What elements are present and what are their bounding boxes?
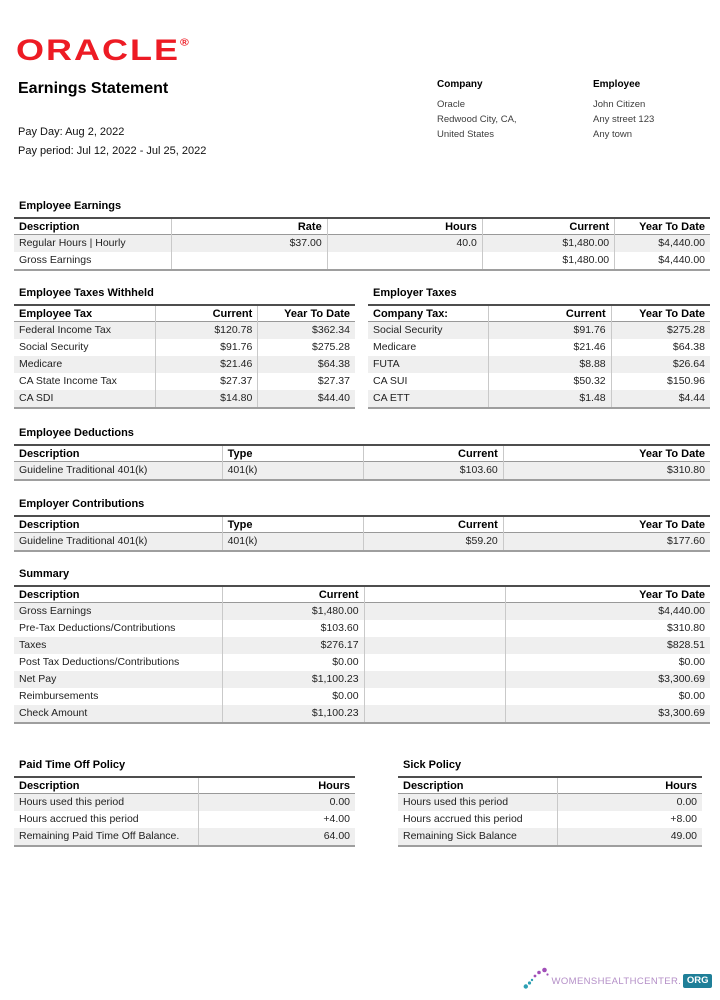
data-cell: $50.32 [488, 373, 611, 390]
data-cell: $91.76 [488, 322, 611, 340]
table-header-row [14, 305, 355, 322]
data-cell: Gross Earnings [19, 605, 92, 617]
table-row [368, 373, 710, 390]
data-cell: $1,100.23 [223, 671, 364, 688]
table-row [14, 462, 710, 481]
header-cell: Hours [558, 777, 702, 794]
data-cell: Net Pay [19, 673, 57, 685]
pay-day-line: Pay Day: Aug 2, 2022 [18, 126, 125, 138]
data-cell [364, 654, 505, 671]
table-header-row [14, 516, 710, 533]
header-cell: Description [19, 589, 80, 601]
employer-taxes-table [368, 304, 710, 409]
table-header-row [14, 777, 355, 794]
header-cell: Type [222, 445, 363, 462]
pay-period-line: Pay period: Jul 12, 2022 - Jul 25, 2022 [18, 145, 207, 157]
data-cell: $8.88 [488, 356, 611, 373]
data-cell [364, 637, 505, 654]
footer-site-mark [523, 966, 712, 996]
footer-site-name: WOMENSHEALTHCENTER. [551, 975, 682, 987]
header-cell: Current [363, 516, 503, 533]
section-title-employee-earnings: Employee Earnings [19, 200, 122, 212]
data-cell: $59.20 [363, 533, 503, 552]
data-cell: $0.00 [223, 654, 364, 671]
header-cell: Current [156, 305, 258, 322]
table-row [14, 235, 710, 253]
header-cell: Description [403, 780, 464, 792]
company-info-block [437, 79, 517, 142]
data-cell: $21.46 [488, 339, 611, 356]
header-cell: Year To Date [503, 516, 710, 533]
data-cell: $362.34 [258, 322, 355, 340]
table-row [14, 654, 710, 671]
table [14, 585, 710, 724]
section-title-pto-policy: Paid Time Off Policy [19, 759, 126, 771]
data-cell: Regular Hours | Hourly [19, 237, 126, 249]
data-cell: FUTA [373, 358, 400, 370]
table [14, 444, 710, 481]
table-row [14, 811, 355, 828]
employee-earnings-table [14, 217, 710, 271]
data-cell: Pre-Tax Deductions/Contributions [19, 622, 176, 634]
data-cell: Federal Income Tax [19, 324, 112, 336]
data-cell: $64.38 [258, 356, 355, 373]
header-cell: Year To Date [503, 445, 710, 462]
data-cell: $64.38 [611, 339, 710, 356]
table-row [368, 356, 710, 373]
data-cell: $27.37 [258, 373, 355, 390]
data-cell: Guideline Traditional 401(k) [19, 464, 148, 476]
table-row [398, 828, 702, 846]
header-cell: Year To Date [505, 586, 710, 603]
data-cell [364, 603, 505, 621]
data-cell: 401(k) [222, 533, 363, 552]
data-cell: Hours used this period [19, 796, 125, 808]
header-cell: Company Tax: [373, 308, 448, 320]
employee-street: Any street 123 [593, 114, 655, 125]
employer-contributions-table [14, 515, 710, 552]
data-cell: Guideline Traditional 401(k) [19, 535, 148, 547]
data-cell: $0.00 [223, 688, 364, 705]
section-pto-policy [14, 759, 355, 847]
data-cell: Social Security [373, 324, 443, 336]
data-cell: $4,440.00 [505, 603, 710, 621]
employee-label: Employee [593, 79, 641, 90]
company-city: Redwood City, CA, [437, 114, 517, 125]
data-cell: $0.00 [505, 688, 710, 705]
table-row [14, 356, 355, 373]
employee-deductions-table [14, 444, 710, 481]
data-cell: Remaining Sick Balance [403, 830, 517, 842]
data-cell [172, 252, 327, 270]
data-cell: $26.64 [611, 356, 710, 373]
table-row [368, 390, 710, 408]
table-row [14, 637, 710, 654]
section-employee-earnings [14, 200, 710, 271]
data-cell: +4.00 [198, 811, 355, 828]
data-cell: Post Tax Deductions/Contributions [19, 656, 180, 668]
section-summary [14, 568, 710, 724]
data-cell [364, 620, 505, 637]
data-cell: $44.40 [258, 390, 355, 408]
oracle-logo [16, 33, 189, 67]
data-cell: Check Amount [19, 707, 88, 719]
company-country: United States [437, 129, 495, 140]
company-name: Oracle [437, 99, 465, 110]
table-row [14, 688, 710, 705]
data-cell: $177.60 [503, 533, 710, 552]
data-cell: 0.00 [198, 794, 355, 812]
table [14, 515, 710, 552]
table-row [14, 533, 710, 552]
header-cell: Year To Date [615, 218, 710, 235]
footer-org-badge: ORG [683, 974, 712, 989]
section-employee-deductions [14, 427, 710, 481]
data-cell: Medicare [19, 358, 63, 370]
table-header-row [368, 305, 710, 322]
data-cell: Reimbursements [19, 690, 99, 702]
data-cell: 0.00 [558, 794, 702, 812]
data-cell: 401(k) [222, 462, 363, 481]
data-cell: $4.44 [611, 390, 710, 408]
header-cell: Current [488, 305, 611, 322]
data-cell: Social Security [19, 341, 89, 353]
table-row [14, 794, 355, 812]
sick-policy-table [398, 776, 702, 847]
data-cell [364, 705, 505, 723]
data-cell: $103.60 [223, 620, 364, 637]
data-cell: $3,300.69 [505, 671, 710, 688]
section-title-employee-taxes: Employee Taxes Withheld [19, 287, 154, 299]
header-cell: Description [19, 780, 80, 792]
table [368, 304, 710, 409]
header-cell: Current [223, 586, 364, 603]
table-row [14, 603, 710, 621]
data-cell: Remaining Paid Time Off Balance. [19, 830, 180, 842]
header-cell: Rate [172, 218, 327, 235]
data-cell: $21.46 [156, 356, 258, 373]
employee-taxes-table [14, 304, 355, 409]
data-cell: 40.0 [327, 235, 482, 253]
header-cell: Current [363, 445, 503, 462]
table-row [14, 339, 355, 356]
table-header-row [398, 777, 702, 794]
table-row [14, 390, 355, 408]
table-header-row [14, 445, 710, 462]
company-label: Company [437, 79, 483, 90]
table-row [398, 811, 702, 828]
table [398, 776, 702, 847]
data-cell: $275.28 [611, 322, 710, 340]
data-cell: $1,480.00 [482, 252, 614, 270]
data-cell: $4,440.00 [615, 235, 710, 253]
section-title-summary: Summary [19, 568, 70, 580]
table-row [14, 322, 355, 340]
employee-info-block [593, 79, 654, 142]
data-cell: $1,100.23 [223, 705, 364, 723]
data-cell: $103.60 [363, 462, 503, 481]
header-cell: Year To Date [611, 305, 710, 322]
table [14, 776, 355, 847]
header-cell: Description [19, 448, 80, 460]
data-cell: $1.48 [488, 390, 611, 408]
data-cell: $14.80 [156, 390, 258, 408]
data-cell: $310.80 [503, 462, 710, 481]
data-cell: 49.00 [558, 828, 702, 846]
page-title: Earnings Statement [18, 80, 169, 97]
table-row [14, 620, 710, 637]
table-row [398, 794, 702, 812]
data-cell: Medicare [373, 341, 417, 353]
table-row [14, 373, 355, 390]
data-cell [327, 252, 482, 270]
oracle-logo-text: ORACLE [16, 33, 180, 67]
table-row [14, 252, 710, 270]
section-title-sick-policy: Sick Policy [403, 759, 462, 771]
data-cell: $275.28 [258, 339, 355, 356]
header-cell: Description [19, 221, 80, 233]
table-row [368, 339, 710, 356]
data-cell: $3,300.69 [505, 705, 710, 723]
data-cell: $91.76 [156, 339, 258, 356]
header-cell: Year To Date [258, 305, 355, 322]
data-cell [364, 671, 505, 688]
header-cell: Type [222, 516, 363, 533]
header-cell [364, 586, 505, 603]
table-header-row [14, 218, 710, 235]
data-cell: $37.00 [172, 235, 327, 253]
data-cell: Gross Earnings [19, 254, 92, 266]
data-cell: Hours accrued this period [403, 813, 523, 825]
data-cell: CA SDI [19, 392, 54, 404]
data-cell: Hours used this period [403, 796, 509, 808]
employee-name: John Citizen [593, 99, 646, 110]
table-row [368, 322, 710, 340]
section-employer-contributions [14, 498, 710, 552]
table-row [14, 828, 355, 846]
data-cell: Hours accrued this period [19, 813, 139, 825]
data-cell: $150.96 [611, 373, 710, 390]
data-cell: CA State Income Tax [19, 375, 117, 387]
summary-table [14, 585, 710, 724]
pto-policy-table [14, 776, 355, 847]
employee-town: Any town [593, 129, 633, 140]
header-cell: Description [19, 519, 80, 531]
table-row [14, 705, 710, 723]
section-employee-taxes [14, 287, 355, 409]
data-cell: $120.78 [156, 322, 258, 340]
data-cell: $0.00 [505, 654, 710, 671]
data-cell [364, 688, 505, 705]
data-cell: $27.37 [156, 373, 258, 390]
data-cell: $828.51 [505, 637, 710, 654]
section-title-employee-deductions: Employee Deductions [19, 427, 134, 439]
data-cell: +8.00 [558, 811, 702, 828]
data-cell: $1,480.00 [482, 235, 614, 253]
header-cell: Hours [198, 777, 355, 794]
header-cell: Employee Tax [19, 308, 93, 320]
table-row [14, 671, 710, 688]
table-header-row [14, 586, 710, 603]
registered-trademark-icon: ® [180, 36, 189, 48]
header-cell: Current [482, 218, 614, 235]
section-title-employer-contributions: Employer Contributions [19, 498, 145, 510]
data-cell: 64.00 [198, 828, 355, 846]
table [14, 304, 355, 409]
data-cell: CA SUI [373, 375, 408, 387]
section-employer-taxes [368, 287, 710, 409]
womenshealthcenter-dots-logo-icon [523, 966, 549, 990]
data-cell: $310.80 [505, 620, 710, 637]
data-cell: CA ETT [373, 392, 410, 404]
table [14, 217, 710, 271]
section-title-employer-taxes: Employer Taxes [373, 287, 457, 299]
data-cell: $4,440.00 [615, 252, 710, 270]
section-sick-policy [398, 759, 702, 847]
data-cell: Taxes [19, 639, 47, 651]
header-cell: Hours [327, 218, 482, 235]
data-cell: $276.17 [223, 637, 364, 654]
data-cell: $1,480.00 [223, 603, 364, 621]
